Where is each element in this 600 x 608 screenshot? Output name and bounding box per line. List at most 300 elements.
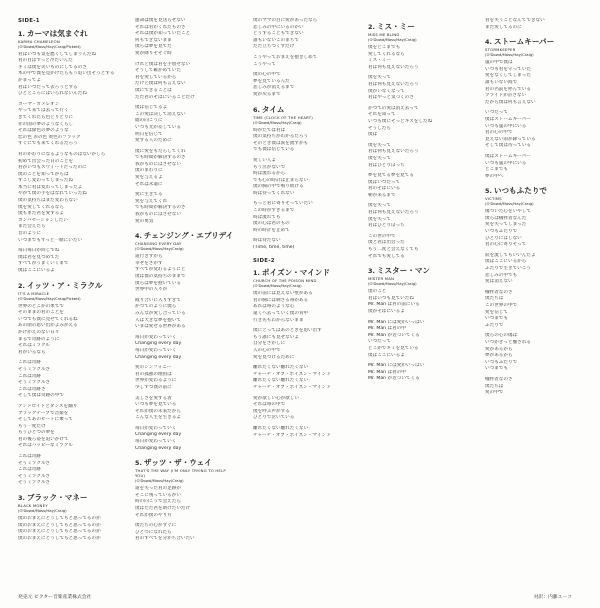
lyric-line: 嵐の中で僕は [485,60,513,66]
lyric-line: 僕のおまえにどうしてもと思ってるのか [18,516,101,522]
lyric-line: だから僕は何も言えない [485,99,536,105]
lyric-stanza [18,152,118,244]
english-title: CHANGING EVERY DAY [135,241,182,247]
lyric-line: 道を失った君の足跡が [135,486,181,492]
lyric-line: 君の心に寄りそって [485,242,527,248]
lyric-line: 誰もいない海で [485,79,518,85]
lyric-line: もうひとつの夢を [18,430,55,436]
track-title: ストームキーパー [493,37,555,47]
lyric-line: 時の時計を止めて [253,227,290,233]
lyric-line: 時の向こうで会えたら [135,499,181,505]
lyric-line: 君はひとりぼっち [368,162,405,168]
lyric-line: それはハッピーなミラクル [18,443,73,449]
lyric-line: 時は流れるから [253,171,286,177]
lyric-stanza [485,377,585,397]
song-changing [135,231,235,452]
lyric-line: 昔のように [18,231,41,237]
lyric-line: 君がいつもスウィートだったのに [18,165,87,171]
lyric-line: 愛の中で [485,390,504,396]
lyric-line: ふたりで [485,322,504,328]
lyric-stanza [135,62,235,102]
lyric-line: もう誰にも見せないよ [253,334,299,340]
lyric-line: 君はいつだって去ろうとする [18,84,78,90]
lyric-line: 愛は消えない [485,279,513,285]
lyric-line: 愛が降りそそぐ時 [135,50,172,56]
lyric-line: 愛が戻るまで [253,91,281,97]
lyric-stanza [253,18,353,51]
lyric-line: 愛があるから [485,346,513,352]
song-blind [368,22,473,260]
lyric-line: そのままの君のことを [18,310,64,316]
song-title [485,37,585,47]
lyric-line: ブラックテープで音楽を [18,410,69,416]
lyric-line: 君の後ろ姿を追いかけて [18,436,69,442]
lyric-line: 運命は僕を見送らせない [135,18,186,23]
lyric-line: 僕の心は君のもの [253,221,290,227]
track-title: いつもふたりで [493,186,548,196]
track-number: 3. [368,267,375,276]
track-title: ポイズン・マインド [261,268,330,278]
lyric-line: 世界中の人々が [135,287,168,293]
lyric-line: 僕にできることは [135,87,172,93]
track-number: 6. [253,105,260,114]
lyric-line: 世界が変わるように [135,378,177,384]
lyric-stanza [368,173,473,199]
lyric-line: もっと君に寄りそっていたい [253,201,313,207]
lyric-line: 君はやっと気づくのさ [368,95,414,101]
lyric-line: 人は大きな夢を抱いて [135,317,181,323]
song-title [485,186,585,196]
lyric-line: 僕はここにいるよ [368,352,405,358]
track-title: ミスター・マン [376,266,431,276]
lyric-line: 僕もまた君を愛するよ [18,211,64,217]
lyric-line: 木の中で僕を見かけたらもう追い出そうとする [18,71,115,77]
lyric-line: ひとりで泣いている [253,415,295,421]
lyric-line: いまは愛せる世界がある [135,324,186,330]
song-title [253,268,353,278]
lyric-line: チャーチ・オブ・ポイズン・マインド [253,371,331,377]
track-title: タイム [261,104,285,114]
lyric-line: 毎日毎日が同じでね [18,248,60,254]
english-title: MISTER MAN [368,276,395,282]
lyric-line: そうミラクルさ [18,460,51,466]
song-storm [485,37,585,180]
song-title [135,231,235,241]
lyric-line: 愛の勇気 [135,218,154,224]
lyric-stanza [253,365,353,391]
lyric-line: 僕は [368,132,378,138]
lyric-line: まるで奇跡のように [18,336,60,342]
lyric-line: 明日を信じて [135,131,163,137]
lyric-line: いつも光が差している [135,124,181,130]
lyric-line: プライドが許さない [485,93,527,99]
lyric-line: きてくれたら色とりどりに [18,114,74,120]
lyric-line: 僕は君を見つめてた [18,254,60,260]
track-number: 4. [485,38,492,47]
lyric-line: 世界のどこかの果てで [18,303,64,309]
songwriter-credit: (O'Dowd/Moss/Hay/Craig) [368,281,417,287]
lyric-line: 愛を与えてくれ [135,198,168,204]
lyric-line: 美しさを愛する者 [135,395,172,401]
lyric-line: 僕はただ君を助けたいだけ [135,506,191,512]
lyric-stanza [135,365,235,391]
lyric-line: 行き先もわからないまま [253,317,304,323]
lyric-line: 愛しい人よ [253,157,276,163]
lyric-line: もう一度だけ [18,423,46,429]
lyric-stanza [368,45,473,71]
song-title [253,105,353,115]
lyric-line: すこし変わってしまったね [18,178,74,184]
lyric-line: 愛する人のために [135,138,172,144]
lyric-line: 愛が欲しい心が欲しい [253,395,299,401]
lyric-stanza [485,253,585,286]
lyric-line: 君の名前を呼んでいる [485,86,531,92]
lyric-stanza [253,158,353,198]
lyric-line: 何もできないまま [135,37,172,43]
lyric-line: 傷ついた心をいやして [485,209,531,215]
lyric-line: 僕らは犠牲者なんだ [485,215,527,221]
lyric-line: 犠牲者なのさ [485,376,513,382]
column-5 [485,18,585,403]
lyric-line: すべてが変わるようにと [135,267,186,273]
song-title [18,29,118,39]
lyric-line: 僕はここにいるから [485,259,527,265]
song-title [18,493,118,503]
lyric-line: Changing every day [135,354,182,360]
lyric-line: ひとりにはしない [485,235,522,241]
column-1 [18,18,118,548]
lyric-line: あれは毒のような心 [253,304,295,310]
lyric-stanza [368,363,473,383]
lyric-line: キミは僕を笑いものにしてるのさ [18,64,87,70]
lyric-line: 悲しみの中でも [485,272,518,278]
lyric-line: 僕のおまえにどうしてもと思ってるのか [18,535,101,541]
lyric-line: まだ愛してるのに [485,24,522,30]
lyric-line: それでも愛してる [368,253,405,259]
lyric-stanza [253,396,353,422]
songwriter-credit: (O'Dowd/Moss/Hay/Craig) [135,478,184,484]
lyric-line: これは奇跡 [18,360,41,366]
lyric-stanza [253,128,353,154]
song-title [368,22,473,32]
lyric-line: すぐにでも来てくれるだろう [18,141,78,147]
lyric-line: 僕のまわりに [135,168,163,174]
lyric-line: そうミラクルさ [18,480,51,486]
lyric-stanza [253,328,353,361]
lyric-line: ふたりで生きていこう [485,266,531,272]
lyric-line: いつも僕にそっとキスをしたね [368,118,433,124]
track-number: 5. [485,187,492,196]
lyric-line: 愛してくれるなら [368,51,405,57]
lyric-line: 初めて出会った日のことを [18,158,74,164]
lyric-line: ひとところにはいられないんだね [18,91,87,97]
lyric-line: 朝が来るまで [368,192,396,198]
lyric-line: これは奇跡 [18,454,41,460]
lyric-stanza [18,102,118,148]
lyric-stanza [368,143,473,169]
lyric-line: そうミラクルさ [18,380,51,386]
lyric-line: いつまでも [485,316,508,322]
lyric-line: それは永遠に [135,181,163,187]
track-number: 2. [18,281,25,290]
lyric-line: 僕を失って [368,203,391,209]
lyric-line: かけがえのない日々 [18,329,60,335]
lyric-line: 我がものにはさせない [135,161,181,167]
lyric-stanza [485,60,585,106]
lyric-line: 君はいつも気を悪くしてしまうんだね [18,51,97,57]
lyric-line: 君は何も見えないだろう [368,210,419,216]
lyric-line: この世界の中で [485,303,518,308]
lyric-stanza [135,486,235,519]
lyric-line: 君はひとりぼっち [368,223,405,229]
english-title: CHURCH OF THE POISON MIND [253,278,317,284]
side-label: SIDE-2 [253,257,275,264]
song-money [18,493,118,542]
lyric-line: 人の心の中で [253,347,281,353]
lyric-line: 誰もいないこのまちで [253,37,299,43]
lyric-stanza [135,18,235,58]
lyric-stanza [135,426,235,452]
lyric-line: Mr. Man が近づいてくる [368,332,420,338]
lyric-line: 僕たちは [485,296,504,302]
lyric-line: Mr. Man は君の中 [368,369,406,375]
lyric-line: でも時間が解決するのさ [135,155,186,161]
song-poison [253,268,353,439]
lyric-line: 君はいつも見ていたね [368,295,414,301]
lyric-line: 僕たちの心がすぐに [135,523,177,529]
lyric-stanza [368,320,473,360]
lyric-stanza [18,248,118,274]
lyric-line: かつてのように僕ら [135,304,177,310]
songwriter-credit: (O'Dowd/Moss/Hay/Craig/Pickett) [18,295,81,301]
songwriter-credit: (O'Dowd/Moss/Hay/Craig) [135,246,184,252]
lyric-line: 君の胸には刺さる毒がある [253,297,309,303]
song-title [135,458,235,468]
lyric-line: 僕の胸の中で鳴り続ける [253,184,304,190]
song-victims [485,186,585,396]
track-number: 4. [135,232,142,241]
lyric-stanza [135,192,235,225]
song-karma [18,29,118,275]
lyric-line: 悲しみの中にいるのかい [253,24,304,30]
lyric-line: いつもふたりで [485,359,518,365]
lyric-line: いつもふたりで [485,229,518,235]
lyric-line: それは緑色の夢のような [18,128,69,134]
songwriter-credit: (O'Dowd/Moss/Hay/Craig) [18,508,67,514]
lyric-line: かつての愛は消え去って [368,105,419,111]
lyric-line: 僕はここにいるよ [18,268,55,273]
lyric-line: やって来ては去って行く [18,108,69,114]
lyric-line: 僕の気持ちがわかるだろう [253,134,309,140]
lyric-line: 愛をなくしてしまった [485,73,531,79]
song-title [18,281,118,291]
lyric-line: これは奇跡さ [18,386,46,392]
track-number: 3. [18,494,25,503]
lyric-line: それを知って [368,112,396,118]
lyric-line: あの頃の思い出がよみがえる [18,323,78,329]
column-3 [253,18,353,445]
lyric-line: 君がいるなら [18,349,46,355]
song-miracle [18,281,118,487]
lyric-line: 僕の前には見えない壁がある [253,291,313,297]
lyric-line: 時は流れても [253,214,281,220]
lyric-line: 本当に君は変わってしまったよ [18,184,83,190]
lyric-line: 君の孤独の理由は [135,371,172,377]
lyric-line: 我がものにはさせない [135,212,181,218]
lyric-stanza [135,254,235,294]
lyric-line: また会えたら [18,224,46,230]
song-misterman [368,266,473,383]
track-title: ブラック・マネー [26,493,88,503]
lyric-line: 道行きすがら [135,254,163,260]
lyric-line: そして僕は奇跡の中で [18,393,64,399]
songwriter-credit: (O'Dowd/Moss/Hay/Craig/Pickett) [18,43,81,49]
lyric-line: 僕らは夢を抱いている [135,280,181,286]
lyric-line: 自分をさがしに [253,341,286,347]
lyric-stanza [485,18,585,31]
lyric-line: やがて僕の手をはなれていったね [18,191,87,197]
lyric-line: でも僕は信じている [253,147,295,153]
lyric-line: 愛に生きてる [135,192,163,198]
lyric-line: 僕はストームキーパー [485,153,531,159]
lyric-line: 夢を見てる夢を見てる [368,173,414,179]
lyric-line: 殴り合いに入りすぎて [135,297,181,303]
song-continuation [135,18,235,225]
translator-credit: 対訳：内藤ユーコ [533,595,572,600]
lyric-line: Mr. Man には愛がいっぱい [368,319,425,325]
lyric-line: 僕と君は出会った [368,240,405,246]
lyric-line: ただ立ちつくすだけ [253,44,295,50]
lyric-line: 夢があるから [485,353,513,359]
lyric-line: いつも君を守っていた [485,66,531,72]
track-title: ミス・ミー [376,22,415,31]
songwriter-credit: (O'Dowd/Moss/Hay/Craig) [253,283,302,289]
lyric-line: 僕をどこまでも [368,45,401,50]
lyric-line: そしてあのビートに乗って [18,417,73,423]
track-number: 5. [135,459,142,468]
lyric-line: 君を失うことなんてできない [485,18,545,23]
lyric-line: 僕のことを知ってからは [18,171,69,177]
lyric-line: 恋の色 赤の色 黄色のフラッグ [18,134,81,140]
lyric-line: 僕がそばにいるよ [368,309,405,314]
lyric-stanza [135,335,235,361]
lyric-line: でも心の時計は止まらない [253,177,309,183]
lyric-line: そうしたら [368,125,391,131]
lyric-line: これは奇跡 [18,467,41,473]
lyric-line: それはミラクル [18,343,51,349]
lyric-stanza [18,360,118,400]
lyric-line: 僕を失って [368,216,391,222]
lyric-line: 時は待たない [253,238,281,244]
lyric-line: それが僕の未来だから [135,408,181,414]
song-title [368,266,473,276]
english-title: MISS ME BLIND [368,32,400,37]
songwriter-credit: (O'Dowd/Moss/Hay/Craig) [485,201,534,207]
lyric-stanza [368,106,473,139]
lyric-line: 君のかわりになるようなものはないかしら [18,151,106,157]
lyric-line: いつまでもずっと一緒にいたい [18,237,83,243]
lyric-line: いつだって [368,339,391,345]
lyric-line: そこに残っているかい [135,492,181,498]
song-continuation [253,18,353,99]
lyric-line: ミス・ミー [368,58,391,64]
lyric-line: 見えない雨が降っている [485,136,536,142]
lyric-line: 僕を呼ぶ声がする [253,408,290,414]
lyric-line: この時がすぎるまで [253,208,295,214]
lyric-line: いつも嵐の中にいる [485,160,527,166]
lyric-line: ひとつになれたら [135,529,172,535]
lyric-line: 愛を見つけるために [253,354,295,360]
lyric-line: Mr. Man には愛がいっぱい [368,363,425,369]
lyric-stanza [253,238,353,251]
lyric-line: 涙を流してもいいんだよ [485,252,536,258]
lyric-stanza [485,154,585,180]
lyric-line: 僕たちは [485,383,504,389]
lyric-line: Mr. Man は君の前にいる [368,302,420,308]
lyric-line: 僕を愛してくれるなら [18,204,64,210]
lyric-stanza [18,304,118,357]
lyric-stanza [18,516,118,542]
song-time [253,105,353,252]
lyric-line: 時がたてば君は [253,127,286,133]
track-title: イッツ・ア・ミラクル [26,280,103,290]
lyric-line: 離れたくない離れたくない [253,378,309,384]
column-4 [368,18,473,389]
lyric-line: いつでも僕に見せてくれるね [18,316,78,322]
lyric-stanza [485,110,585,150]
track-number: 1. [253,269,260,278]
lyric-line: 赤の国の夢のようなくらし [18,121,74,127]
song-continuation [485,18,585,31]
lyric-line: もう二度と会えなくても [368,247,419,253]
lyric-stanza [135,298,235,331]
lyric-stanza [485,333,585,373]
lyric-line: そして僕は待っている [485,143,531,149]
column-2 [135,18,235,549]
lyric-stanza [253,426,353,439]
lyric-line: いつまでも [485,366,508,372]
lyric-stanza [18,52,118,98]
lyric-stanza [253,201,353,234]
lyric-line: 僕を失って [368,75,391,81]
lyric-line: けれど僕は君を手放せない [135,61,191,67]
track-number: 2. [368,23,375,31]
english-title: TIME (CLOCK OF THE HEART) [253,114,313,120]
lyric-line: それは僕が知っていたこと [135,31,191,37]
english-title: BLACK MONEY [18,503,48,509]
lyric-line: それが僕のやり方 [135,512,172,518]
lyric-line: 僕の心の中で [253,72,281,78]
lyric-line: 悲しみが消えるまで [253,85,295,91]
lyric-line: (Time, time, time) [253,245,295,251]
lyric-line: どうすることもできない [253,31,304,37]
lyric-line: カーマ・カメレオン [18,101,60,107]
lyric-line: そうして確かめていた [135,68,181,74]
songwriter-credit: (O'Dowd/Moss/Hay/Craig) [485,52,534,58]
lyric-line: 毎日が変わっていく [135,334,177,340]
lyric-stanza [368,234,473,260]
lyric-line: こんな人生を生きるよ [135,415,181,421]
lyric-stanza [368,75,473,101]
lyric-line: 少しずつ僕の前に [135,384,172,390]
lyric-line: そうミラクルさ [18,366,51,372]
lyric-line: そのとき僕は涙を流すかも [253,140,309,146]
lyric-stanza [135,149,235,189]
lyric-line: Changing every day [135,445,182,451]
lyric-line: 僕がいなくなって [368,88,405,94]
lyric-line: 闇の向こうに [135,118,163,124]
english-title: VICTIMS [485,196,502,202]
